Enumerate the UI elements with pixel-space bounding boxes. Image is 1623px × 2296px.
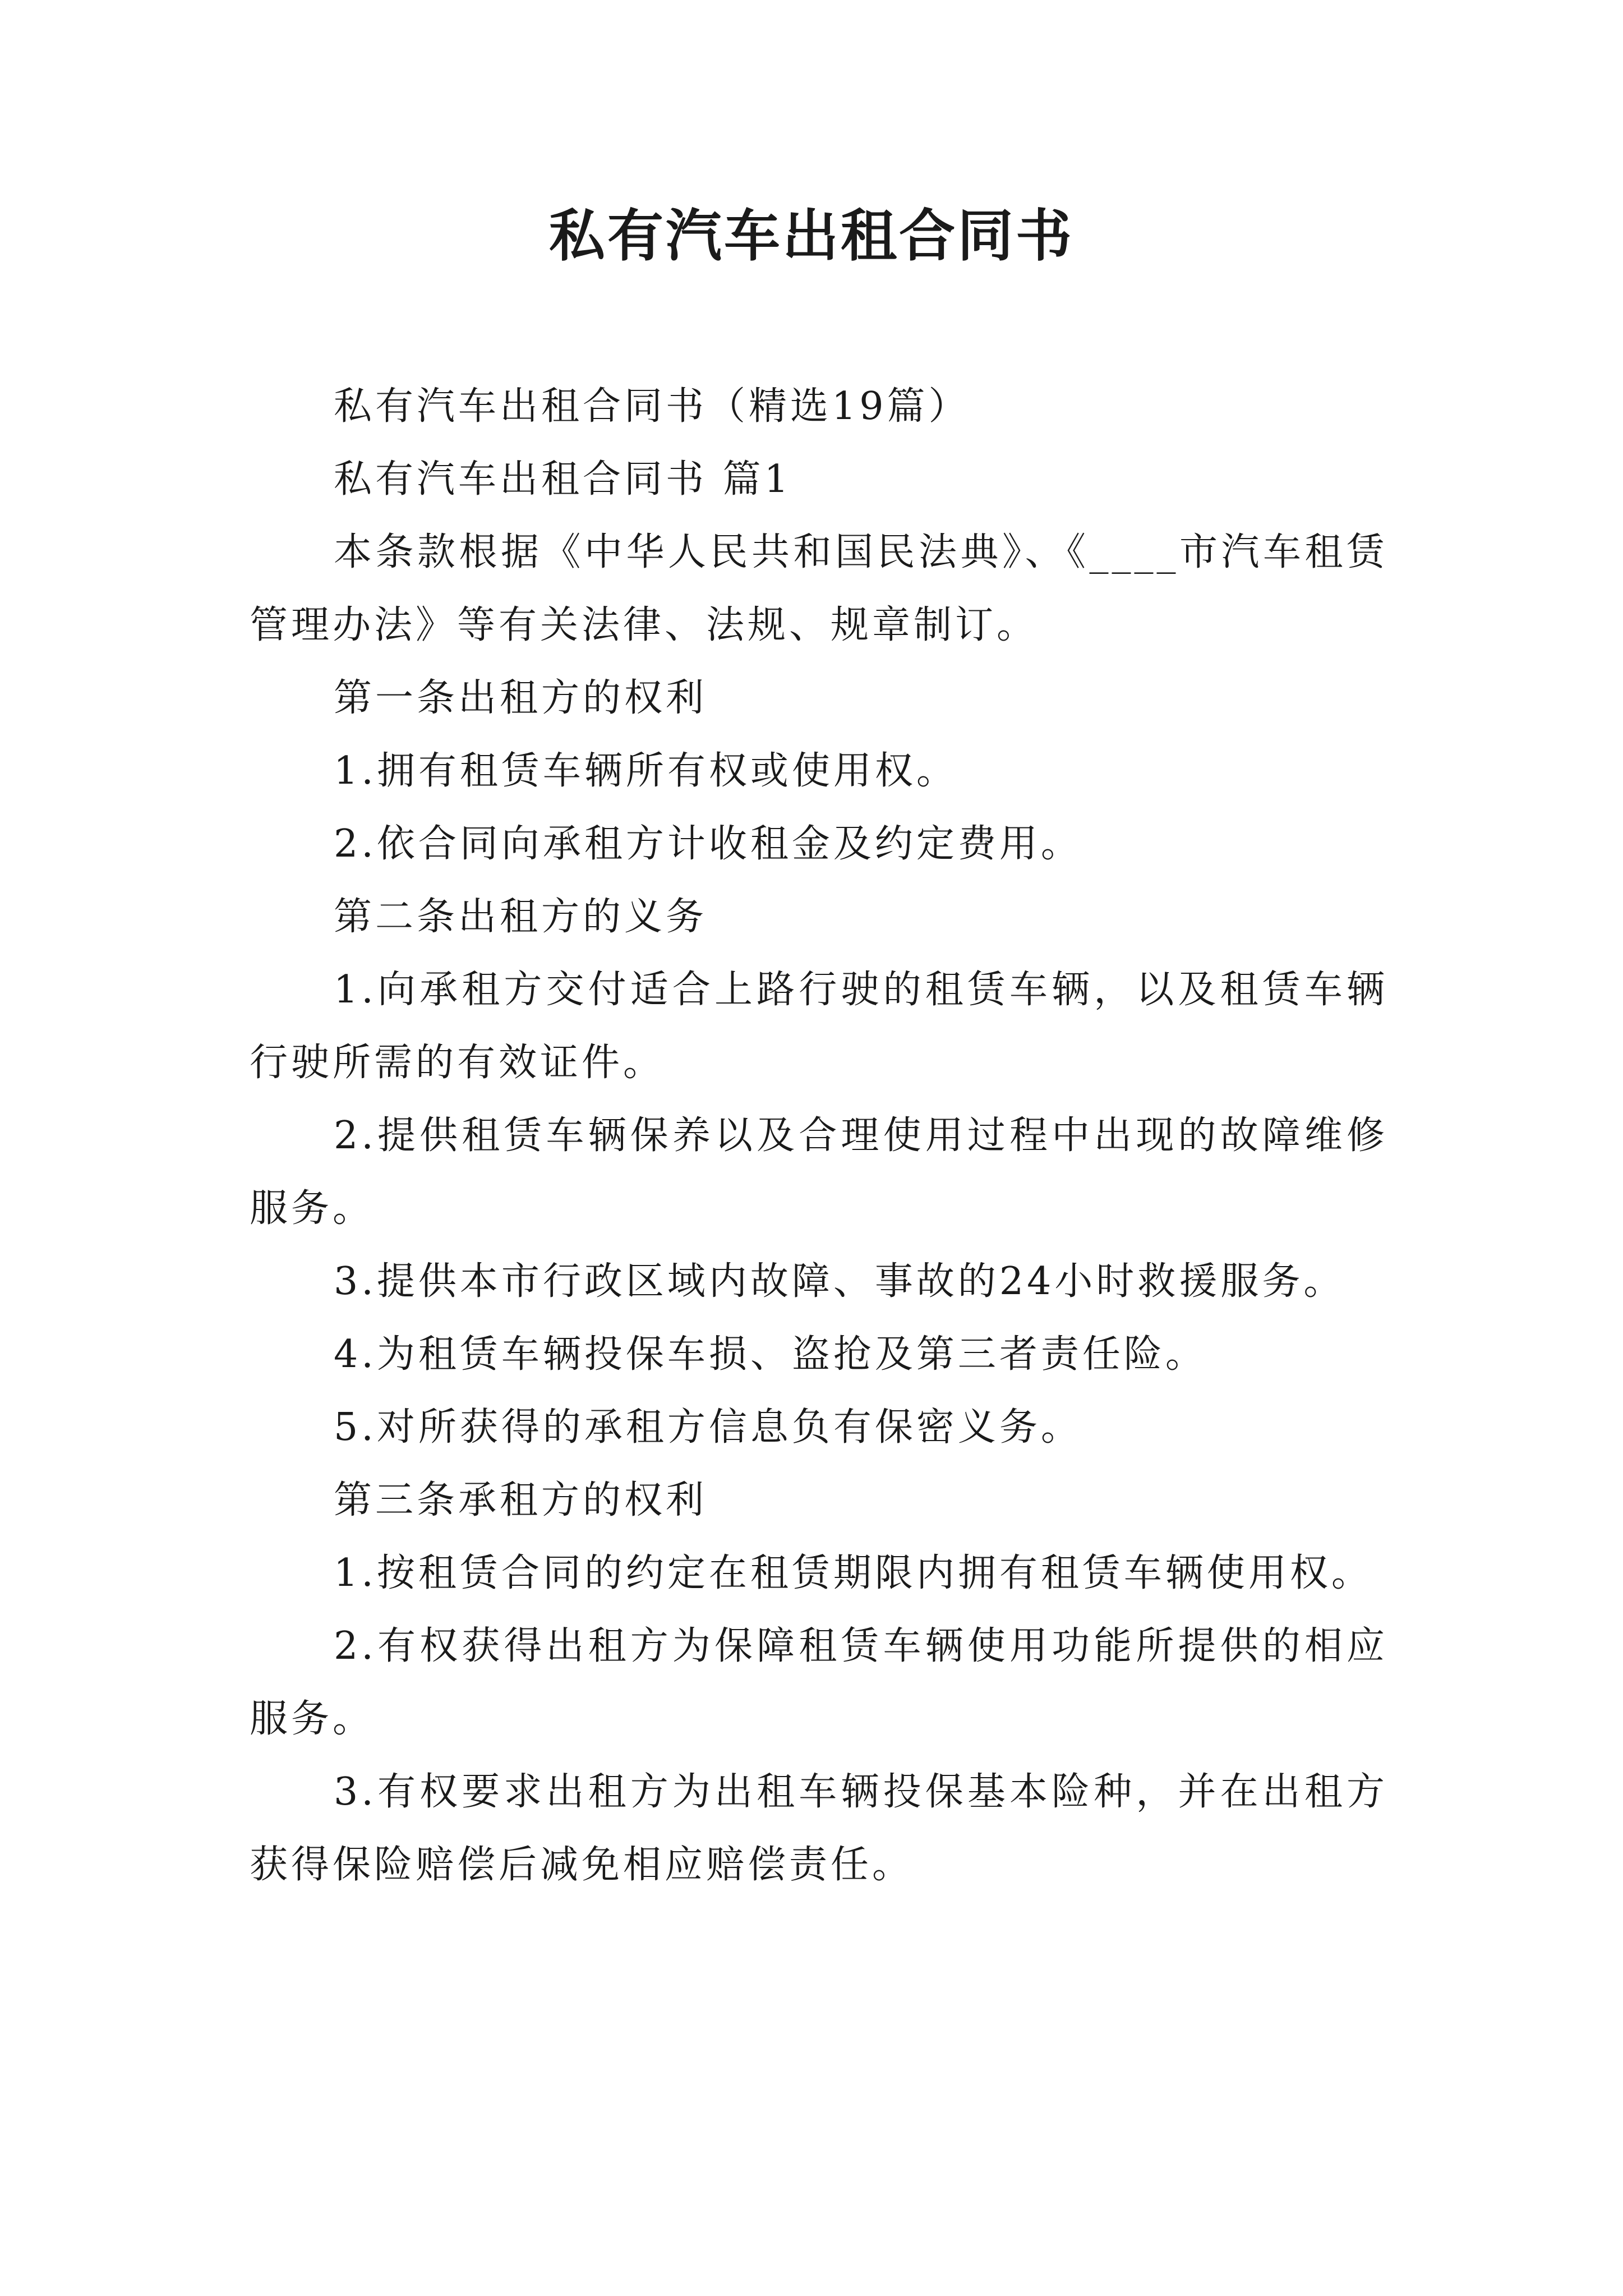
article-2-heading: 第二条出租方的义务 — [334, 895, 708, 939]
paragraph-collection-title: 私有汽车出租合同书（精选19篇） — [334, 384, 970, 429]
article-1-item-2: 2.依合同向承租方计收租金及约定费用。 — [334, 822, 1082, 866]
article-2-item-5: 5.对所获得的承租方信息负有保密义务。 — [334, 1405, 1082, 1450]
article-1-item-1: 1.拥有租赁车辆所有权或使用权。 — [334, 749, 958, 793]
article-3-item-1: 1.按租赁合同的约定在租赁期限内拥有租赁车辆使用权。 — [334, 1551, 1373, 1595]
document-title: 私有汽车出租合同书 — [549, 203, 1074, 269]
article-1-heading: 第一条出租方的权利 — [334, 676, 708, 720]
article-3-item-3: 3.有权要求出租方为出租车辆投保基本险种，并在出租方获得保险赔偿后减免相应赔偿责任。 — [250, 1770, 1388, 1887]
document-body — [250, 370, 1388, 1902]
article-2-item-4: 4.为租赁车辆投保车损、盗抢及第三者责任险。 — [334, 1332, 1207, 1377]
article-2-item-2: 2.提供租赁车辆保养以及合理使用过程中出现的故障维修服务。 — [250, 1114, 1388, 1231]
paragraph-section-heading: 私有汽车出租合同书 篇1 — [334, 457, 792, 501]
article-2-item-3: 3.提供本市行政区域内故障、事故的24小时救援服务。 — [334, 1259, 1345, 1304]
paragraph-preamble: 本条款根据《中华人民共和国民法典》、《____市汽车租赁管理办法》等有关法律、法规、规章制订。 — [250, 530, 1388, 647]
article-3-item-2: 2.有权获得出租方为保障租赁车辆使用功能所提供的相应服务。 — [250, 1624, 1388, 1741]
article-2-item-1: 1.向承租方交付适合上路行驶的租赁车辆，以及租赁车辆行驶所需的有效证件。 — [250, 968, 1388, 1085]
article-3-heading: 第三条承租方的权利 — [334, 1478, 708, 1522]
